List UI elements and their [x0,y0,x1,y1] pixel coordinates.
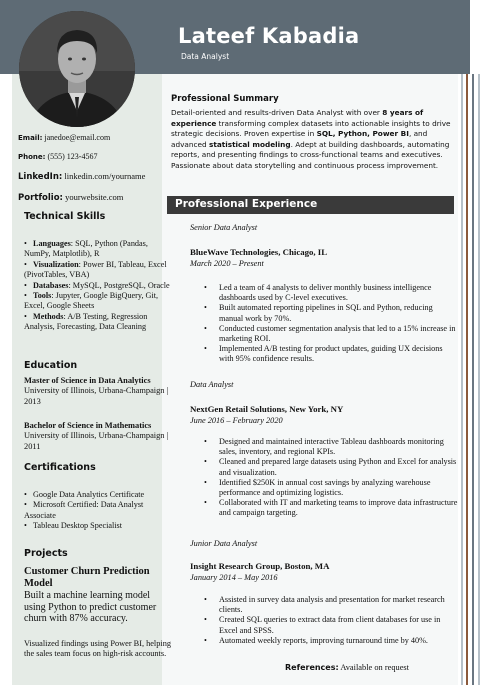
certification-item: • Tableau Desktop Specialist [24,521,123,531]
certification-item: • Microsoft Certified: Data Analyst Associate [24,500,144,520]
job-dates: March 2020 – Present [190,259,264,268]
job-bullet: • Collaborated with IT and marketing teams to improve data infrastructure and campaign targeting. [204,498,458,518]
linkedin-value[interactable]: linkedin.com/yourname [64,171,146,181]
decor-stripe [461,74,463,685]
references-text: Available on request [338,663,409,672]
portrait-image [19,11,135,127]
references-label: References: [285,663,339,672]
job-bullet: • Identified $250K in annual cost savings by analyzing warehouse performance and optimizing logistics. [204,478,458,498]
school-name: University of Illinois, Urbana-Champaign | 2011 [24,431,169,451]
job-role: Junior Data Analyst [190,539,258,548]
job-bullet: • Automated weekly reports, improving turnaround time by 40%. [204,636,458,646]
job-bullet: • Implemented A/B testing for product updates, guiding UX decisions with 95% confidence results. [204,344,458,364]
decor-stripe [478,74,480,685]
project-title: Customer Churn Prediction Model [24,566,150,589]
skill-item: • Methods: A/B Testing, Regression Analysis, Forecasting, Data Cleaning [24,311,148,332]
summary-text: Detail-oriented and results-driven Data Analyst with over 8 years of experience transforming complex datasets into actionable insights to drive strategic decisions. Proven expertise in SQL, Python, Power BI, and advanced statistical modeling. Adept at building dashboards, automating reports, and presenting findings to cross-functional teams and executives. Passionate about data storytelling and continuous process improvement. [171,108,451,170]
education-heading: Education [24,360,78,371]
degree-title: Bachelor of Science in Mathematics [24,421,152,430]
project-description: Built a machine learning model using Python to predict customer churn with 87% accuracy. [24,590,157,624]
summary-heading: Professional Summary [171,94,279,104]
job-bullet: • Assisted in survey data analysis and presentation for market research clients. [204,595,458,615]
certifications-list [24,490,176,532]
profile-photo [19,11,135,127]
school-name: University of Illinois, Urbana-Champaign | 2013 [24,386,169,406]
portfolio-value[interactable]: yourwebsite.com [65,192,124,202]
job-role: Senior Data Analyst [190,223,258,232]
skills-heading: Technical Skills [24,211,106,222]
contact-linkedin [18,171,145,182]
job-company: Insight Research Group, Boston, MA [190,561,330,571]
phone-value: (555) 123-4567 [47,152,98,161]
candidate-name: Lateef Kabadia [178,24,360,48]
contact-portfolio [18,192,123,203]
linkedin-label: LinkedIn: [18,172,63,182]
certifications-heading: Certifications [24,462,96,473]
job-role: Data Analyst [190,380,234,389]
experience-heading: Professional Experience [175,198,318,210]
skill-item: • Visualization: Power BI, Tableau, Excel (PivotTables, VBA) [24,259,167,280]
decor-stripe [466,74,468,685]
email-label: Email: [18,134,43,142]
job-bullet: • Led a team of 4 analysts to deliver monthly business intelligence dashboards used by C-level executives. [204,283,458,303]
portfolio-label: Portfolio: [18,193,63,203]
email-value[interactable]: janedoe@email.com [44,133,111,142]
phone-label: Phone: [18,153,46,161]
project-description: Visualized findings using Power BI, helping the sales team focus on high-risk accounts. [24,639,171,659]
education-item [24,421,174,452]
job-bullets [204,437,458,519]
job-dates: January 2014 – May 2016 [190,573,278,582]
certification-item: • Google Data Analytics Certificate [24,490,145,499]
degree-title: Master of Science in Data Analytics [24,376,151,385]
candidate-role: Data Analyst [181,52,230,61]
job-company: BlueWave Technologies, Chicago, IL [190,247,328,257]
job-bullets [204,595,458,646]
job-bullet: • Conducted customer segmentation analysis that led to a 15% increase in marketing ROI. [204,324,458,344]
job-bullet: • Cleaned and prepared large datasets using Python and Excel for analysis and visualization. [204,457,458,477]
skill-item: • Tools: Jupyter, Google BigQuery, Git, Excel, Google Sheets [24,291,159,311]
job-dates: June 2016 – February 2020 [190,416,283,425]
skill-item: • Languages: SQL, Python (Pandas, NumPy, Matplotlib), R [24,239,148,259]
projects-heading: Projects [24,548,68,559]
skill-item: • Databases: MySQL, PostgreSQL, Oracle [24,280,170,290]
decor-stripe [472,74,474,685]
job-company: NextGen Retail Solutions, New York, NY [190,404,344,414]
contact-phone [18,152,97,161]
references-line [285,663,409,672]
job-bullet: • Built automated reporting pipelines in SQL and Python, reducing manual work by 70%. [204,303,458,323]
job-bullet: • Designed and maintained interactive Tableau dashboards monitoring sales, inventory, and regional KPIs. [204,437,458,457]
education-item [24,376,174,407]
skills-list [24,239,176,333]
experience-heading-bar [167,196,454,214]
contact-email [18,133,110,142]
job-bullets [204,283,458,365]
job-bullet: • Created SQL queries to extract data from client databases for use in Excel and SPSS. [204,615,458,635]
